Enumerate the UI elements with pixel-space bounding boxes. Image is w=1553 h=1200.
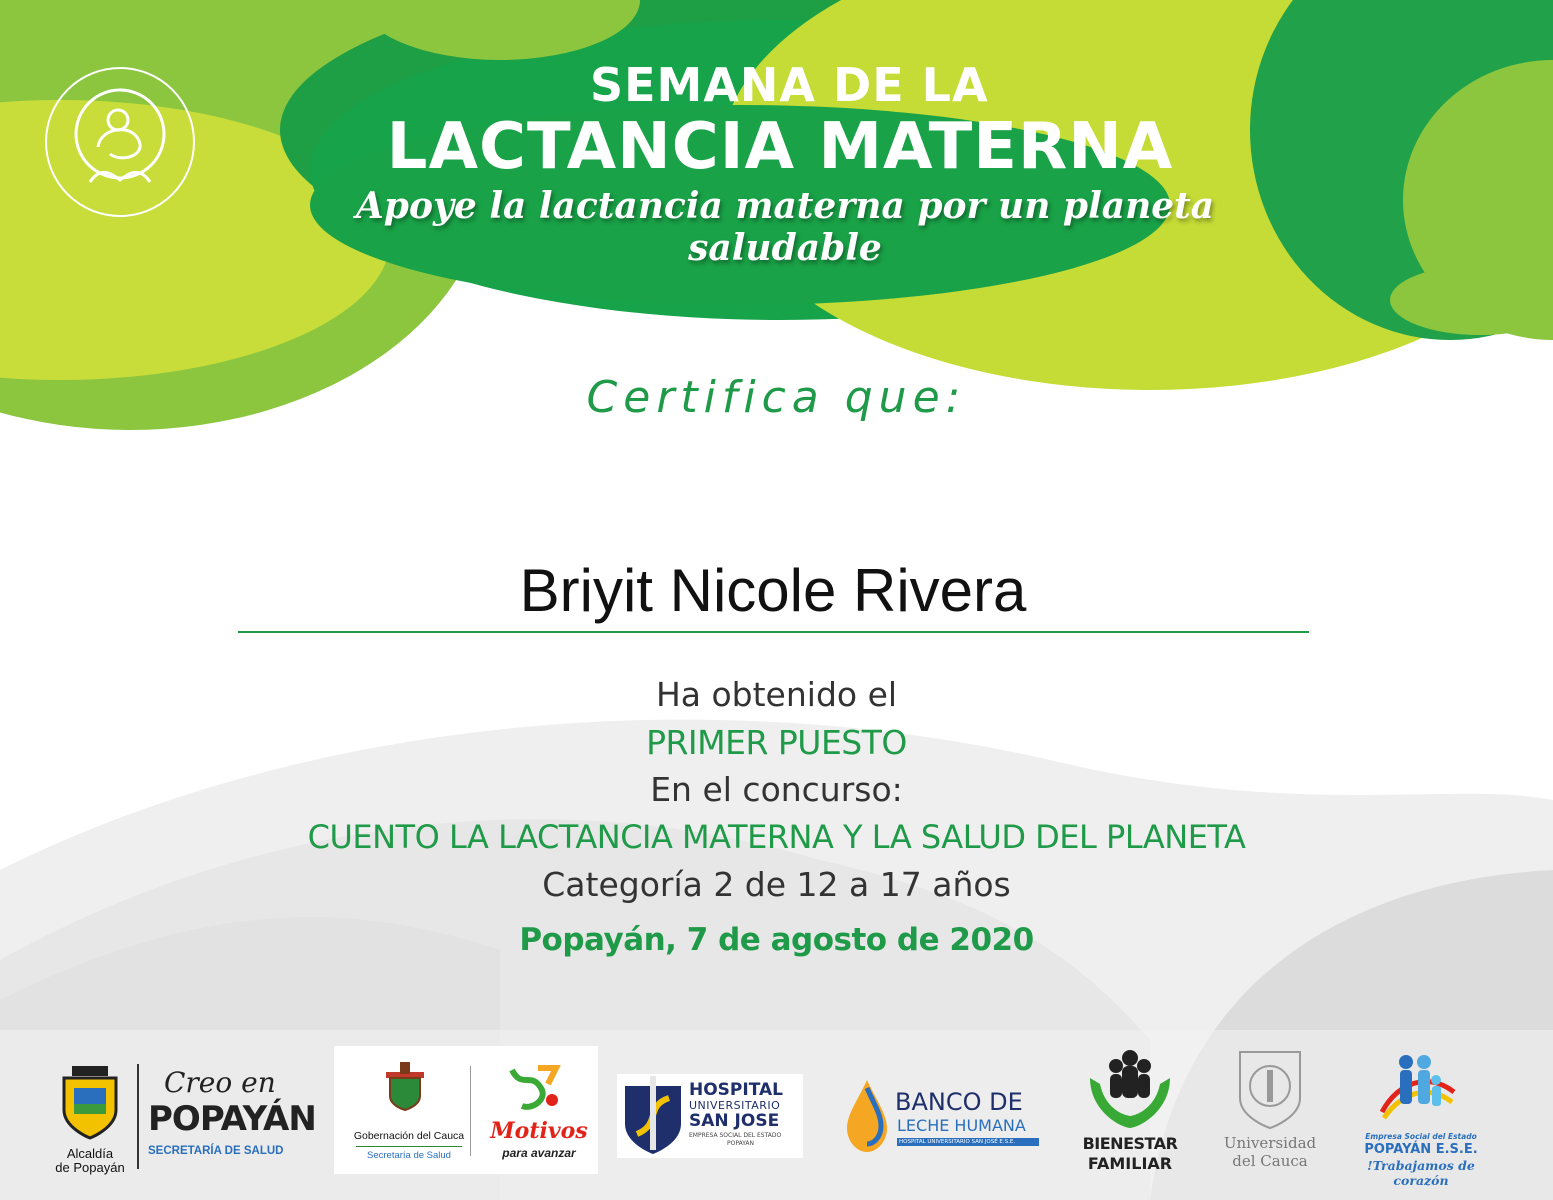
family-hands-icon (1086, 1048, 1174, 1130)
banco-text-3: HOSPITAL UNIVERSITARIO SAN JOSÉ E.S.E. (897, 1138, 1039, 1146)
ese-text-1: Empresa Social del Estado (1365, 1132, 1477, 1141)
name-underline (238, 631, 1309, 633)
gobernacion-box (334, 1046, 598, 1174)
recipient-name: Briyit Nicole Rivera (519, 557, 1027, 624)
award-text: PRIMER PUESTO (646, 723, 907, 762)
bienestar-text-2: FAMILIAR (1087, 1154, 1173, 1173)
logos-row (0, 1040, 1553, 1190)
certifica-que: Certifica que: (586, 372, 967, 423)
gobernacion-label: Gobernación del Cauca (353, 1130, 465, 1142)
coat-of-arms-icon (50, 1062, 130, 1142)
header-title-line2: LACTANCIA MATERNA (386, 110, 1174, 184)
category-text: Categoría 2 de 12 a 17 años (542, 865, 1011, 904)
hospital-text-4: EMPRESA SOCIAL DEL ESTADO (689, 1132, 782, 1139)
popayan-text: POPAYÁN (148, 1099, 316, 1139)
bienestar-text-1: BIENESTAR (1082, 1134, 1178, 1153)
ese-text-2: POPAYÁN E.S.E. (1364, 1142, 1478, 1157)
gobernacion-shield-icon (382, 1060, 428, 1112)
bienestar-familiar-logo (1078, 1048, 1182, 1174)
banco-leche-logo (845, 1078, 1041, 1158)
creo-en-popayan-logo (148, 1066, 316, 1157)
para-avanzar-text: para avanzar (502, 1146, 576, 1160)
place-date: Popayán, 7 de agosto de 2020 (519, 922, 1034, 958)
unicauca-logo (1222, 1048, 1318, 1174)
seal-logo (40, 62, 200, 222)
creo-en-text: Creo en (164, 1066, 276, 1099)
hospital-text-1: HOSPITAL (689, 1080, 783, 1100)
milk-drop-icon (845, 1078, 889, 1154)
hospital-text-2: UNIVERSITARIO (689, 1099, 781, 1112)
hospital-shield-icon (621, 1076, 685, 1156)
gob-divider (356, 1146, 462, 1147)
secretaria-salud-text: SECRETARÍA DE SALUD (148, 1145, 284, 1157)
unicauca-text-2: del Cauca (1232, 1152, 1308, 1170)
obtained-text: Ha obtenido el (655, 675, 898, 714)
hospital-san-jose-logo (617, 1074, 803, 1158)
header-title-line1: SEMANA DE LA (590, 58, 989, 112)
hospital-text-3: SAN JOSE (689, 1111, 780, 1131)
popayan-ese-logo (1346, 1052, 1496, 1188)
alcaldia-label: Alcaldía de Popayán (55, 1146, 125, 1175)
gob-secretaria-label: Secretaría de Salud (367, 1150, 451, 1161)
alcaldia-logo (50, 1062, 130, 1175)
banco-text-2: LECHE HUMANA (897, 1116, 1026, 1135)
unicauca-text-1: Universidad (1223, 1134, 1317, 1152)
contest-name: CUENTO LA LACTANCIA MATERNA Y LA SALUD DEL PLANETA (307, 818, 1246, 856)
contest-intro: En el concurso: (650, 770, 903, 809)
motivos-text: Motivos (490, 1118, 588, 1144)
logo-divider (137, 1064, 139, 1169)
motivos-icon (502, 1060, 566, 1120)
family-figures-icon (1378, 1052, 1458, 1126)
hospital-text-5: POPAYAN (727, 1140, 755, 1147)
gob-vertical-divider (470, 1066, 471, 1156)
ese-text-3: !Trabajamos de corazón (1367, 1158, 1475, 1188)
header-subtitle: Apoye la lactancia materna por un planeta saludable (355, 185, 1215, 269)
banco-text-1: BANCO DE (895, 1088, 1023, 1116)
unicauca-crest-icon (1234, 1048, 1306, 1130)
